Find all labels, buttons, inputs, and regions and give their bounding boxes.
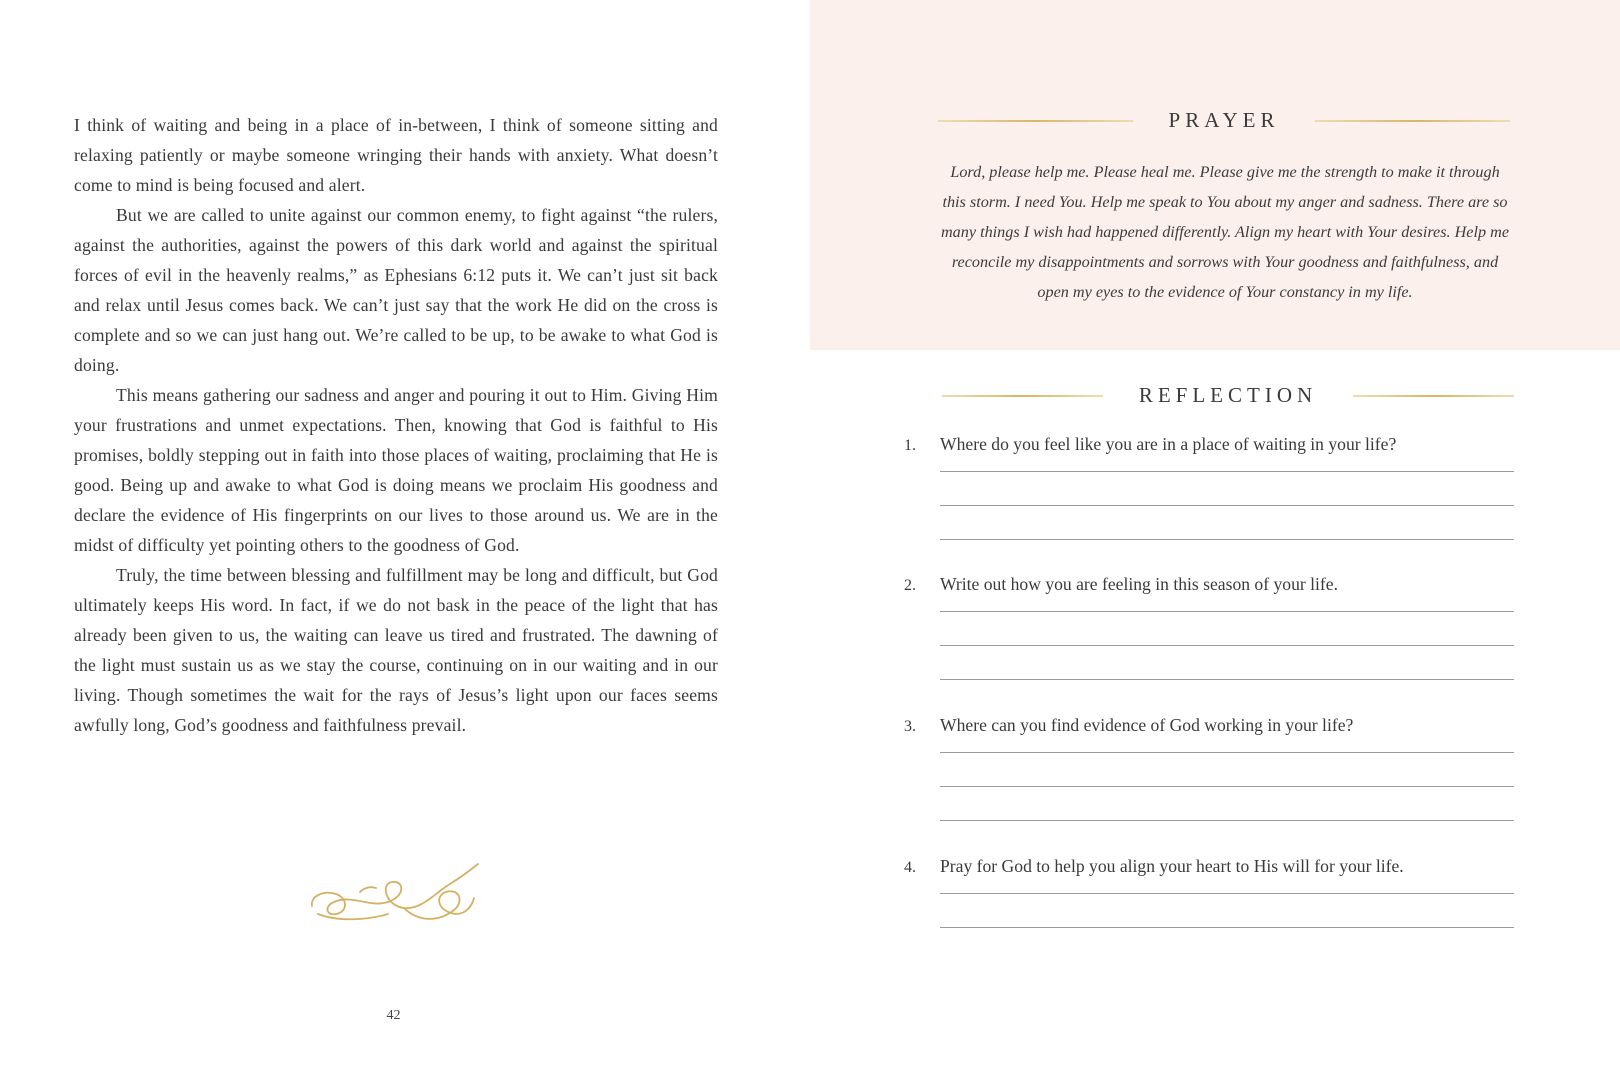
heading-rule: [1353, 395, 1514, 397]
prayer-heading: [938, 108, 1510, 133]
answer-line[interactable]: [940, 893, 1514, 894]
answer-line[interactable]: [940, 679, 1514, 680]
prayer-heading-label: PRAYER: [1168, 108, 1280, 132]
reflection-question: [904, 856, 1524, 928]
question-text: Pray for God to help you align your heart to His will for your life.: [940, 856, 1404, 876]
flourish-ornament-icon: [308, 862, 484, 928]
reflection-question: [904, 574, 1524, 680]
prayer-text: Lord, please help me. Please heal me. Please give me the strength to make it through this storm. I need You. Help me speak to You about my anger and sadness. There are so many things I wish had happened differently. Align my heart with Your desires. Help me reconcile my disappointments and sorrows with Your goodness and faithfulness, and open my eyes to the evidence of Your constancy in my life.: [940, 163, 1510, 301]
paragraph: This means gathering our sadness and anger and pouring it out to Him. Giving Him your frustrations and unmet expectations. Then, knowing that God is faithful to His promises, boldly stepping out in faith into those places of waiting, proclaiming that He is good. Being up and awake to what God is doing means we proclaim His goodness and declare the evidence of His fingerprints on our lives to those around us. We are in the midst of difficulty yet pointing others to the goodness of God.: [74, 385, 718, 555]
reflection-heading: [942, 383, 1514, 408]
question-number: 4.: [904, 859, 916, 876]
question-text: Write out how you are feeling in this season of your life.: [940, 574, 1338, 594]
reflection-question: [904, 434, 1524, 540]
paragraph: But we are called to unite against our common enemy, to fight against “the rulers, against the authorities, against the powers of this dark world and against the spiritual forces of evil in the heavenly realms,” as Ephesians 6:12 puts it. We can’t just sit back and relax until Jesus comes back. We can’t just say that the work He did on the cross is complete and so we can just hang out. We’re called to be up, to be awake to what God is doing.: [74, 205, 718, 375]
answer-line[interactable]: [940, 471, 1514, 472]
question-text: Where can you find evidence of God working in your life?: [940, 715, 1354, 735]
body-text: [74, 110, 718, 740]
answer-line[interactable]: [940, 786, 1514, 787]
heading-rule: [942, 395, 1103, 397]
page-number: 42: [386, 1008, 401, 1023]
answer-line[interactable]: [940, 752, 1514, 753]
paragraph: I think of waiting and being in a place of in-between, I think of someone sitting and relaxing patiently or maybe someone wringing their hands with anxiety. What doesn’t come to mind is being focused and alert.: [74, 115, 718, 195]
paragraph: Truly, the time between blessing and fulfillment may be long and difficult, but God ultimately keeps His word. In fact, if we do not bask in the peace of the light that has already been given to us, the waiting can leave us tired and frustrated. The dawning of the light must sustain us as we stay the course, continuing on in our waiting and in our living. Though sometimes the wait for the rays of Jesus’s light upon our faces seems awfully long, God’s goodness and faithfulness prevail.: [74, 565, 718, 735]
answer-line[interactable]: [940, 505, 1514, 506]
reflection-question: [904, 715, 1524, 821]
answer-line[interactable]: [940, 820, 1514, 821]
answer-line[interactable]: [940, 927, 1514, 928]
question-number: 1.: [904, 437, 916, 454]
right-page: [810, 0, 1620, 1080]
answer-line[interactable]: [940, 645, 1514, 646]
question-number: 2.: [904, 577, 916, 594]
heading-rule: [1315, 120, 1510, 122]
answer-line[interactable]: [940, 539, 1514, 540]
question-text: Where do you feel like you are in a place of waiting in your life?: [940, 434, 1397, 454]
answer-line[interactable]: [940, 611, 1514, 612]
heading-rule: [938, 120, 1133, 122]
reflection-heading-label: REFLECTION: [1138, 383, 1318, 407]
question-number: 3.: [904, 718, 916, 735]
